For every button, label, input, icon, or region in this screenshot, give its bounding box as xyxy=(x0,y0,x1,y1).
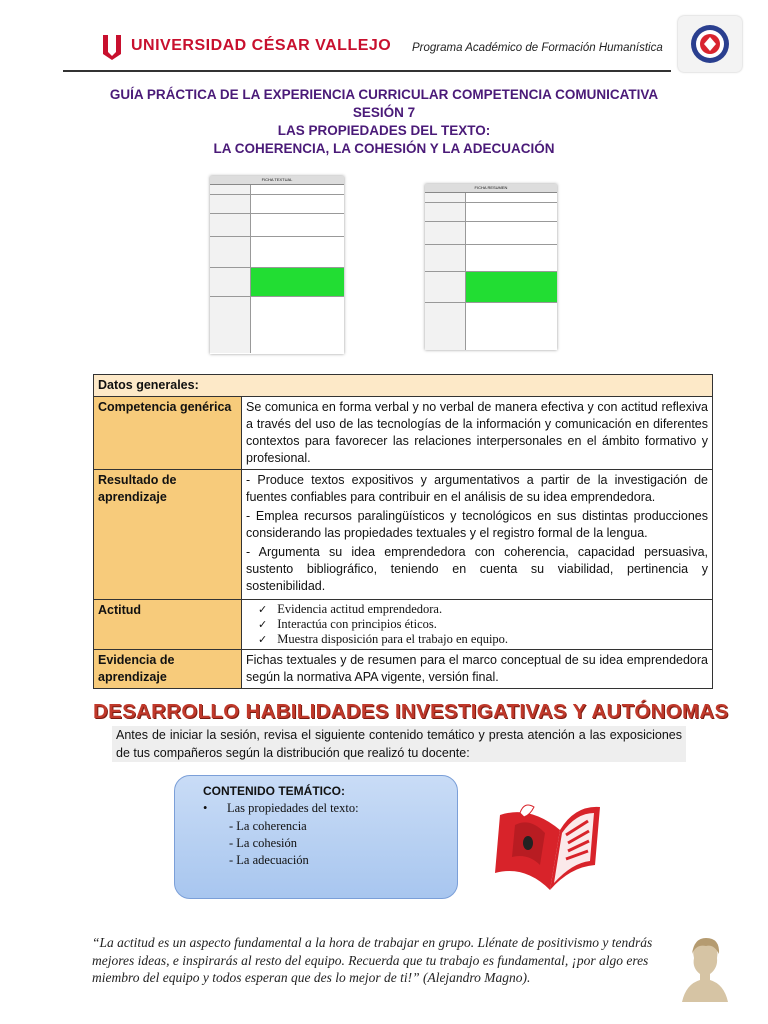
resultado-item: - Argumenta su idea emprendedora con coherencia, capacidad persuasiva, sustento bibliográfico, teniendo en cuenta su viabilidad, pertinencia y sostenibilidad. xyxy=(246,545,708,593)
section-intro: Antes de iniciar la sesión, revisa el siguiente contenido temático y presta atención a las exposiciones de tus compañeros según la distribución que realizó tu docente: xyxy=(112,726,686,762)
header-divider xyxy=(63,70,671,72)
thumbnail-row xyxy=(425,303,557,350)
thumbnail-row xyxy=(425,245,557,272)
row-label: Competencia genérica xyxy=(94,397,242,470)
table-row xyxy=(94,470,713,600)
university-name: UNIVERSIDAD CÉSAR VALLEJO xyxy=(131,37,392,54)
thumbnail-row xyxy=(210,237,344,268)
topic-item: - La cohesión xyxy=(229,836,298,850)
session-number: SESIÓN 7 xyxy=(352,105,416,120)
row-label: Resultado de aprendizaje xyxy=(94,470,242,600)
bullet-icon: • xyxy=(203,801,208,815)
row-label: Evidencia de aprendizaje xyxy=(94,650,242,689)
topic-item: - La coherencia xyxy=(229,819,307,833)
university-logo-icon xyxy=(102,34,122,60)
thumbnail-row xyxy=(210,195,344,214)
institution-seal-icon xyxy=(678,16,742,72)
topic-item: - La adecuación xyxy=(229,853,309,867)
table-row xyxy=(94,397,713,470)
thumbnail-row xyxy=(425,272,557,303)
competencia-text: Se comunica en forma verbal y no verbal de manera efectiva y con actitud reflexiva a través del uso de las tecnologías de la información y comunicación en diferentes contextos para favorecer las relaciones interpersonales en el ámbito formativo y profesional. xyxy=(242,397,713,470)
thumbnail-header: FICHA TEXTUAL xyxy=(210,176,344,185)
thumbnail-row xyxy=(425,222,557,245)
box-lead xyxy=(203,801,359,816)
box-lead-text: Las propiedades del texto: xyxy=(227,801,359,815)
guide-title: GUÍA PRÁCTICA DE LA EXPERIENCIA CURRICULAR COMPETENCIA COMUNICATIVA xyxy=(109,87,659,102)
resultado-item: - Emplea recursos paralingüísticos y tecnológicos en sus distintas producciones considerando las propiedades textuales y el registro formal de la lengua. xyxy=(246,509,708,540)
thumbnail-row xyxy=(425,203,557,222)
actitud-cell xyxy=(242,600,713,650)
thumbnail-header: FICHA RESUMEN xyxy=(425,184,557,193)
thumbnail-row xyxy=(210,297,344,353)
actitud-item: ✓ Muestra disposición para el trabajo en equipo. xyxy=(258,632,708,647)
actitud-item: ✓ Evidencia actitud emprendedora. xyxy=(258,602,708,617)
box-title: CONTENIDO TEMÁTICO: xyxy=(203,784,345,798)
thumbnail-row xyxy=(425,193,557,203)
general-data-table xyxy=(93,374,713,689)
table-header-row xyxy=(94,375,713,397)
textual-card-thumbnail xyxy=(210,176,344,354)
program-name: Programa Académico de Formación Humanística xyxy=(412,42,663,54)
thumbnail-row xyxy=(210,214,344,237)
reading-book-icon xyxy=(490,795,605,895)
alexander-bust-icon xyxy=(680,936,730,1004)
row-label: Actitud xyxy=(94,600,242,650)
resultado-item: - Produce textos expositivos y argumentativos a partir de la investigación de fuentes confiables para contribuir en el análisis de su idea emprendedora. xyxy=(246,473,708,504)
thematic-content-box xyxy=(174,775,458,899)
actitud-list xyxy=(246,602,708,647)
topic-subtitle: LA COHERENCIA, LA COHESIÓN Y LA ADECUACIÓN xyxy=(213,141,555,156)
table-row xyxy=(94,600,713,650)
motivational-quote: “La actitud es un aspecto fundamental a la hora de trabajar en grupo. Llénate de positivismo y tendrás mejores ideas, e inspirarás al resto del equipo. Recuerda que tu trabajo es fundamental, ¡por algo eres miembro del equipo y todos esperan que des lo mejor de ti!” (Alejandro Magno). xyxy=(92,935,653,985)
summary-card-thumbnail xyxy=(425,184,557,350)
section-title: DESARROLLO HABILIDADES INVESTIGATIVAS Y AUTÓNOMAS xyxy=(93,700,729,723)
thumbnail-row xyxy=(210,185,344,195)
topic-title: LAS PROPIEDADES DEL TEXTO: xyxy=(277,123,491,138)
table-header: Datos generales: xyxy=(94,375,713,397)
evidencia-text: Fichas textuales y de resumen para el marco conceptual de su idea emprendedora según la normativa APA vigente, versión final. xyxy=(242,650,713,689)
table-row xyxy=(94,650,713,689)
resultado-cell xyxy=(242,470,713,600)
actitud-item: ✓ Interactúa con principios éticos. xyxy=(258,617,708,632)
thumbnail-row xyxy=(210,268,344,297)
